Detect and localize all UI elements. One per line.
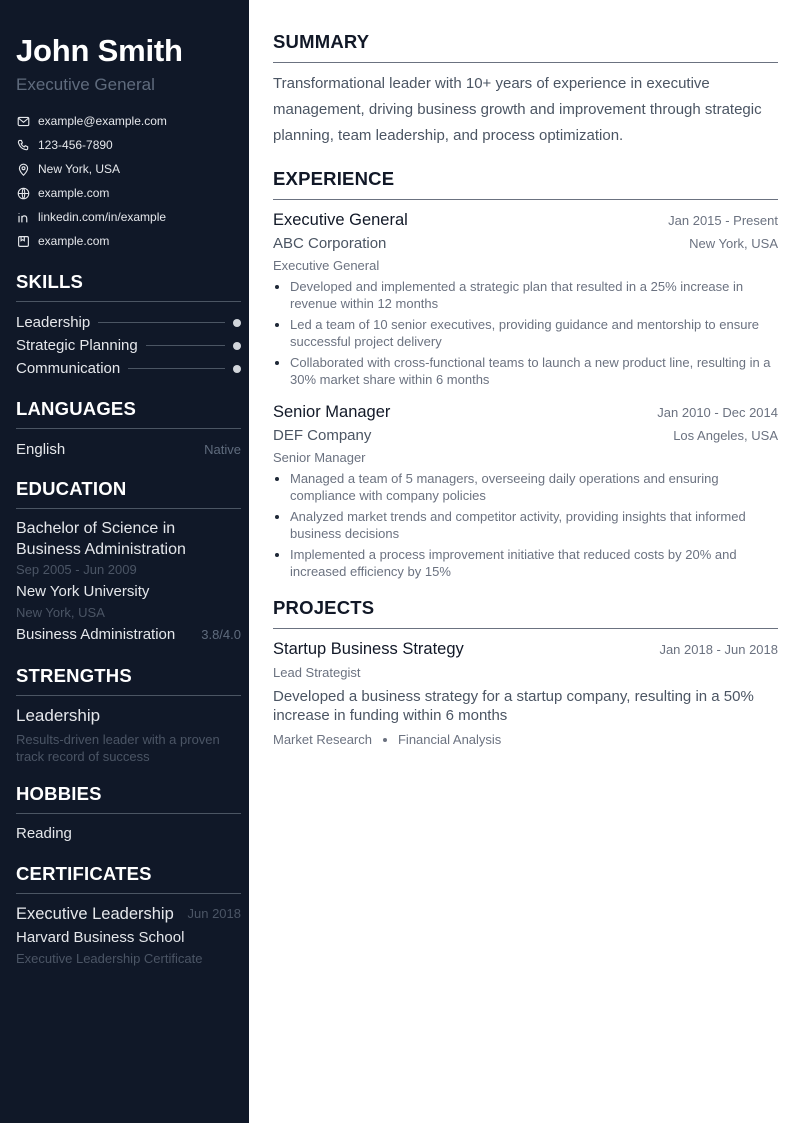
skill-level-dot xyxy=(233,319,241,327)
certificate-entry xyxy=(16,903,241,969)
certificate-description: Executive Leadership Certificate xyxy=(16,951,203,966)
skills-heading: SKILLS xyxy=(16,271,241,302)
skill-item xyxy=(16,334,241,357)
skill-divider xyxy=(128,368,225,369)
project-title-row xyxy=(273,637,778,661)
experience-company-row xyxy=(273,232,778,256)
contact-email-text: example@example.com xyxy=(38,114,167,128)
certificate-issuer: Harvard Business School xyxy=(16,929,185,946)
phone-icon xyxy=(16,138,31,153)
contact-linkedin[interactable] xyxy=(16,205,241,229)
experience-title-row xyxy=(273,208,778,232)
experience-entry xyxy=(273,400,778,580)
education-dates: Sep 2005 - Jun 2009 xyxy=(16,562,137,577)
portfolio-icon xyxy=(16,234,31,249)
contact-portfolio[interactable] xyxy=(16,229,241,253)
job-role: Executive General xyxy=(273,258,380,273)
skill-label: Communication xyxy=(16,360,121,377)
job-title: Senior Manager xyxy=(273,403,391,421)
certificates-heading: CERTIFICATES xyxy=(16,863,241,894)
email-icon xyxy=(16,114,31,129)
languages-heading: LANGUAGES xyxy=(16,398,241,429)
project-description: Developed a business strategy for a startup company, resulting in a 50% increase in funding within 6 months xyxy=(273,688,754,724)
skill-level-dot xyxy=(233,342,241,350)
languages-list xyxy=(16,438,241,460)
job-dates: Jan 2010 - Dec 2014 xyxy=(657,405,778,420)
main-content xyxy=(273,30,778,750)
summary-text: Transformational leader with 10+ years of experience in executive management, driving business growth and improvement through strategic planning, team leadership, and process optimization. xyxy=(273,75,762,144)
language-level: Native xyxy=(204,441,241,457)
projects-heading: PROJECTS xyxy=(273,596,778,629)
certificate-name: Executive Leadership xyxy=(16,905,174,923)
contact-email[interactable] xyxy=(16,109,241,133)
project-role: Lead Strategist xyxy=(273,665,361,680)
skill-label: Strategic Planning xyxy=(16,337,138,354)
project-tag: Financial Analysis xyxy=(397,732,502,747)
project-entry xyxy=(273,637,778,750)
education-location: New York, USA xyxy=(16,605,105,620)
experience-heading: EXPERIENCE xyxy=(273,167,778,200)
project-name: Startup Business Strategy xyxy=(273,640,464,658)
strengths-list xyxy=(16,705,241,765)
job-company: ABC Corporation xyxy=(273,235,387,252)
hobbies-list xyxy=(16,823,241,845)
hobbies-heading: HOBBIES xyxy=(16,783,241,814)
project-dates: Jan 2018 - Jun 2018 xyxy=(659,642,778,657)
language-name: English xyxy=(16,440,66,458)
location-icon xyxy=(16,162,31,177)
education-field-row xyxy=(16,623,241,647)
contact-list xyxy=(16,109,241,253)
education-heading: EDUCATION xyxy=(16,478,241,509)
experience-title-row xyxy=(273,400,778,424)
sidebar xyxy=(0,0,249,1123)
globe-icon xyxy=(16,186,31,201)
education-school: New York University xyxy=(16,583,150,600)
education-gpa: 3.8/4.0 xyxy=(201,627,241,642)
tag-separator xyxy=(383,738,387,742)
contact-phone[interactable] xyxy=(16,133,241,157)
project-tag: Market Research xyxy=(273,732,372,747)
strength-description: Results-driven leader with a proven track record of success xyxy=(16,732,220,764)
strengths-heading: STRENGTHS xyxy=(16,665,241,696)
certificate-title-row xyxy=(16,903,241,925)
job-bullet: Developed and implemented a strategic plan that resulted in a 25% increase in revenue within 12 months xyxy=(273,278,778,312)
contact-linkedin-text: linkedin.com/in/example xyxy=(38,210,167,224)
certificate-date: Jun 2018 xyxy=(187,906,241,921)
contact-website[interactable] xyxy=(16,181,241,205)
skill-divider xyxy=(98,322,225,323)
contact-website-text: example.com xyxy=(38,186,110,200)
job-location: New York, USA xyxy=(689,236,778,251)
skill-item xyxy=(16,357,241,380)
hobby-item: Reading xyxy=(16,825,72,842)
candidate-title: Executive General xyxy=(16,75,155,94)
job-role: Senior Manager xyxy=(273,450,366,465)
job-bullets xyxy=(273,470,778,580)
job-title: Executive General xyxy=(273,211,408,229)
education-degree: Bachelor of Science in Business Administration xyxy=(16,520,186,558)
job-location: Los Angeles, USA xyxy=(673,428,778,443)
experience-company-row xyxy=(273,424,778,448)
skill-divider xyxy=(146,345,225,346)
job-company: DEF Company xyxy=(273,427,372,444)
job-dates: Jan 2015 - Present xyxy=(668,213,778,228)
skill-item xyxy=(16,311,241,334)
education-entry xyxy=(16,518,241,647)
job-bullets xyxy=(273,278,778,388)
contact-location-text: New York, USA xyxy=(38,162,121,176)
contact-location xyxy=(16,157,241,181)
skill-level-dot xyxy=(233,365,241,373)
job-bullet: Collaborated with cross-functional teams to launch a new product line, resulting in a 30% market share within 6 months xyxy=(273,354,778,388)
contact-phone-text: 123-456-7890 xyxy=(38,138,113,152)
skills-list xyxy=(16,311,241,380)
job-bullet: Implemented a process improvement initiative that reduced costs by 20% and increased efficiency by 15% xyxy=(273,546,778,580)
strength-title: Leadership xyxy=(16,706,101,725)
summary-heading: SUMMARY xyxy=(273,30,778,63)
language-item xyxy=(16,438,241,460)
candidate-name: John Smith xyxy=(16,33,183,68)
education-field: Business Administration xyxy=(16,626,176,643)
job-bullet: Analyzed market trends and competitor activity, providing insights that informed business decisions xyxy=(273,508,778,542)
skill-label: Leadership xyxy=(16,314,91,331)
linkedin-icon xyxy=(16,210,31,225)
job-bullet: Managed a team of 5 managers, overseeing daily operations and ensuring compliance with company policies xyxy=(273,470,778,504)
experience-entry xyxy=(273,208,778,388)
job-bullet: Led a team of 10 senior executives, providing guidance and mentorship to ensure successful project delivery xyxy=(273,316,778,350)
project-tags xyxy=(273,730,778,750)
contact-portfolio-text: example.com xyxy=(38,234,110,248)
